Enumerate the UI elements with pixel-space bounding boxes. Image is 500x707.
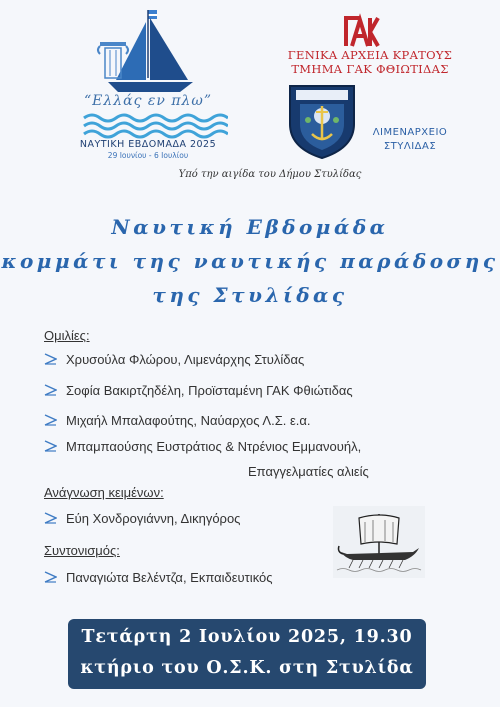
speaker-item: Μιχαήλ Μπαλαφούτης, Ναύαρχος Λ.Σ. ε.α. — [66, 413, 311, 428]
event-datetime: Τετάρτη 2 Ιουλίου 2025, 19.30 — [81, 627, 413, 647]
naval-week-dates: 29 Ιουνίου - 6 Ιουλίου — [107, 151, 189, 160]
headline-line3: της Στυλίδας — [152, 283, 348, 307]
coast-guard-badge-icon — [286, 80, 358, 160]
arrow-bullet-icon — [44, 571, 57, 583]
arrow-bullet-icon — [44, 440, 57, 452]
port-authority-line2: ΣΤΥΛΙΔΑΣ — [383, 141, 437, 152]
speaker-item-continued: Επαγγελματίες αλιείς — [248, 464, 369, 479]
gak-logo-icon — [340, 12, 380, 50]
headline-line2: κομμάτι της ναυτικής παράδοσης — [1, 249, 499, 273]
speaker-item: Σοφία Βακιρτζηδέλη, Προϊσταμένη ΓΑΚ Φθιώτιδας — [66, 383, 353, 398]
speeches-label: Ομιλίες: — [44, 328, 90, 343]
reader-item: Εύη Χονδρογιάννη, Δικηγόρος — [66, 511, 241, 526]
naval-week-title: ΝΑΥΤΙΚΗ ΕΒΔΟΜΑΔΑ 2025 — [79, 139, 217, 150]
port-authority-line1: ΛΙΜΕΝΑΡΧΕΙΟ — [372, 127, 448, 138]
event-venue: κτήριο του Ο.Σ.Κ. στη Στυλίδα — [80, 658, 414, 678]
headline-line1: Ναυτική Εβδομάδα — [111, 215, 389, 239]
arrow-bullet-icon — [44, 414, 57, 426]
motto-text: “Ελλάς εν πλω” — [84, 93, 212, 109]
readings-label: Ανάγνωση κειμένων: — [44, 485, 164, 500]
ancient-ship-icon — [333, 506, 425, 578]
coordinator-item: Παναγιώτα Βελέντζα, Εκπαιδευτικός — [66, 570, 273, 585]
arrow-bullet-icon — [44, 512, 57, 524]
arrow-bullet-icon — [44, 353, 57, 365]
speaker-item: Μπαμπαούσης Ευστράτιος & Ντρένιος Εμμανουήλ, — [66, 439, 362, 454]
gak-name-line2: ΤΜΗΜΑ ΓΑΚ ΦΘΙΩΤΙΔΑΣ — [291, 62, 449, 76]
arrow-bullet-icon — [44, 384, 57, 396]
auspices-text: Υπό την αιγίδα του Δήμου Στυλίδας — [178, 169, 362, 180]
gak-name-line1: ΓΕΝΙΚΑ ΑΡΧΕΙΑ ΚΡΑΤΟΥΣ — [287, 48, 453, 62]
speaker-item: Χρυσούλα Φλώρου, Λιμενάρχης Στυλίδας — [66, 352, 305, 367]
coordination-label: Συντονισμός: — [44, 543, 120, 558]
